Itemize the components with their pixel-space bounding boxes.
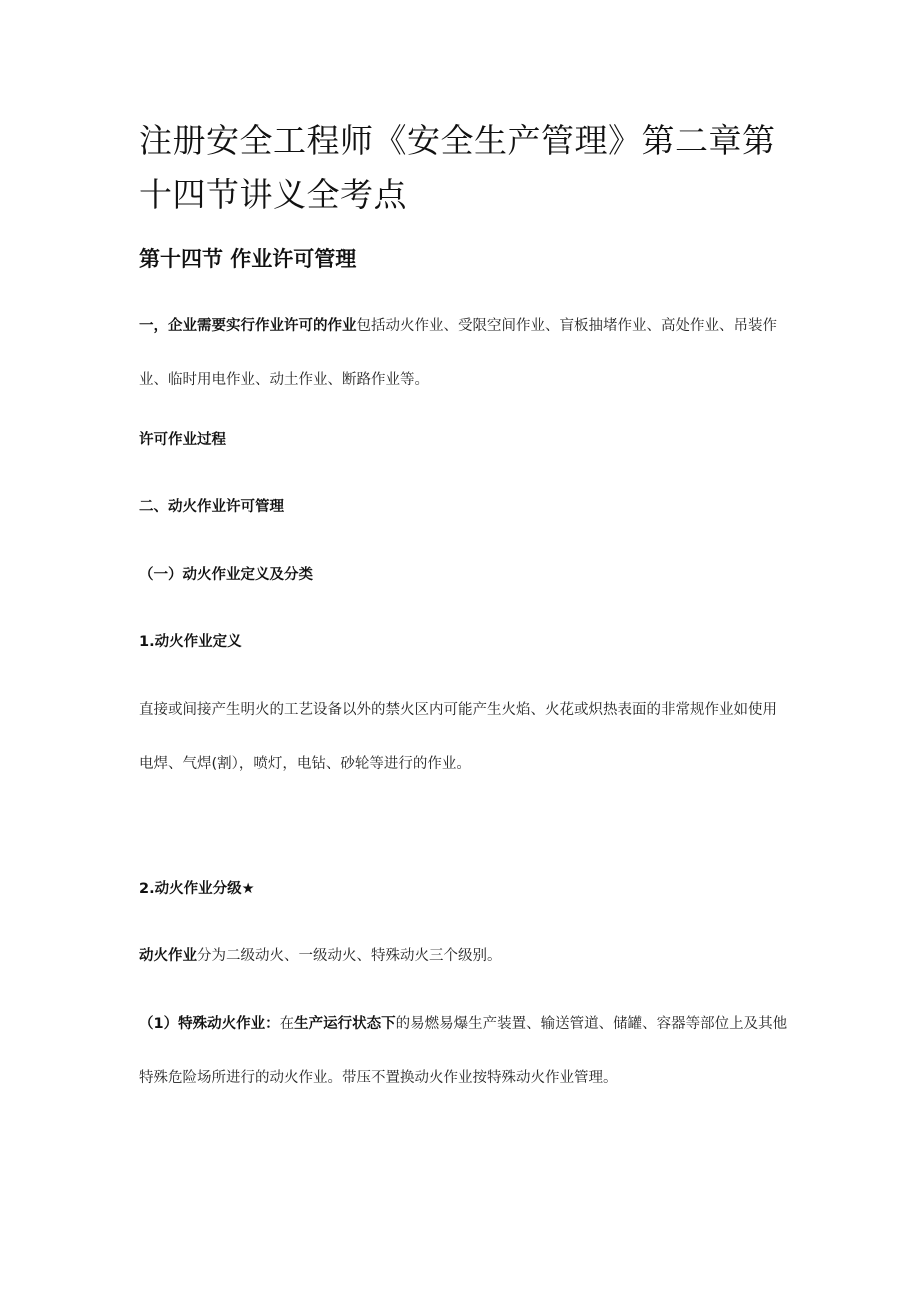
paragraph-text: 包括动火作业、受限空间作业、盲板抽堵作业、高处作业、吊装作业、临时用电作业、动土作业、断路作业等。 (139, 318, 777, 388)
heading-permit-process: 许可作业过程 (139, 432, 226, 448)
paragraph-hot-work-levels (139, 929, 789, 983)
paragraph-bold-phrase: 生产运行状态下 (294, 1016, 396, 1032)
paragraph-work-permit-scope (139, 299, 789, 407)
paragraph-hot-work-definition: 直接或间接产生明火的工艺设备以外的禁火区内可能产生火焰、火花或炽热表面的非常规作业如使用电焊、气焊(割），喷灯，电钻、砂轮等进行的作业。 (139, 702, 777, 772)
paragraph-bold-lead: （1）特殊动火作业： (139, 1016, 280, 1032)
paragraph-bold-lead: 动火作业 (139, 948, 197, 964)
paragraph-text: 的易燃易爆生产装置、输送管道、储罐、容器等部位上及其他特殊危险场所进行的动火作业。带压不置换动火作业按特殊动火作业管理。 (139, 1016, 788, 1086)
heading-hot-work-definition: 1.动火作业定义 (139, 634, 242, 650)
paragraph-text: 在 (279, 1016, 295, 1032)
paragraph-text: 分为二级动火、一级动火、特殊动火三个级别。 (197, 948, 502, 964)
heading-hot-work-grading: 2.动火作业分级★ (139, 881, 255, 897)
heading-definition-classification: （一）动火作业定义及分类 (139, 567, 313, 583)
paragraph-bold-lead: 一，企业需要实行作业许可的作业 (139, 318, 357, 334)
paragraph-special-hot-work (139, 997, 789, 1105)
heading-hot-work-permit: 二、动火作业许可管理 (139, 499, 284, 515)
document-title: 注册安全工程师《安全生产管理》第二章第十四节讲义全考点 (139, 121, 776, 214)
section-title: 第十四节 作业许可管理 (139, 247, 357, 271)
